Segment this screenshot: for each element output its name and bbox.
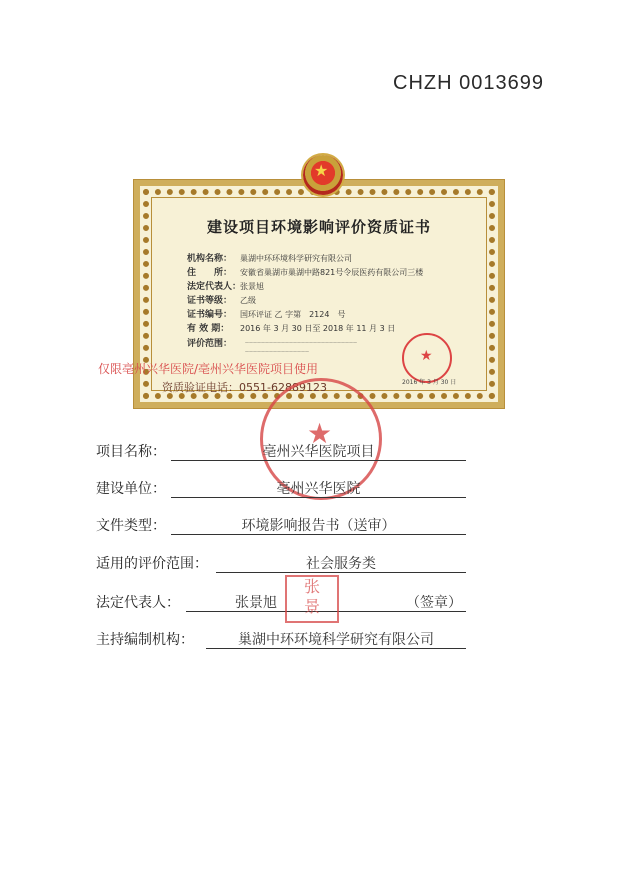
cert-value: 巢湖中环环境科学研究有限公司: [240, 254, 352, 263]
sign-note: （签章）: [406, 595, 462, 611]
cert-row-org: [187, 251, 352, 264]
form-value: 张景旭: [235, 595, 277, 611]
scope-fine-print: ————————————————————————————: [245, 340, 357, 345]
certificate-title: 建设项目环境影响评价资质证书: [206, 218, 431, 236]
cert-label: 机构名称：: [187, 254, 233, 264]
cert-row-validity: [187, 321, 395, 334]
cert-row-grade: [187, 293, 256, 306]
cert-value: 安徽省巢湖市巢湖中路821号令辰医药有限公司三楼: [240, 268, 424, 277]
form-row-project-name: [96, 441, 476, 463]
form-value: 巢湖中环环境科学研究有限公司: [238, 632, 434, 648]
form-label: 建设单位：: [96, 481, 166, 497]
form-row-builder: [96, 478, 476, 500]
national-emblem-icon: ★: [303, 155, 343, 195]
form-label: 法定代表人：: [96, 595, 180, 611]
cert-row-scope: [187, 336, 240, 349]
cert-label: 有 效 期：: [187, 324, 230, 334]
form-label: 适用的评价范围：: [96, 556, 208, 572]
scope-fine-print: ————————————————: [245, 349, 309, 354]
cert-label: 法定代表人：: [187, 282, 242, 292]
cert-label: 证书编号：: [187, 310, 233, 320]
cert-value: 张景旭: [240, 282, 264, 291]
cert-label: 证书等级：: [187, 296, 233, 306]
cert-row-address: [187, 265, 423, 278]
cert-value: 国环评证 乙 字第 2124 号: [240, 310, 346, 319]
cert-value: 2016 年 3 月 30 日至 2018 年 11 月 3 日: [240, 324, 396, 333]
verify-phone: 资质验证电话：0551-62889123: [162, 381, 327, 394]
issuing-seal-icon: ★: [402, 333, 452, 383]
form-label: 文件类型：: [96, 518, 166, 534]
cert-label: 住 所：: [187, 268, 233, 278]
cert-value: 乙级: [240, 296, 256, 305]
form-value: 亳州兴华医院: [276, 481, 361, 497]
serial-number: CHZH 0013699: [393, 72, 544, 94]
cert-row-number: [187, 307, 345, 320]
form-row-organization: [96, 629, 476, 651]
form-value: 环境影响报告书（送审）: [241, 518, 396, 534]
seal-date: 2016 年 3 月 30 日: [402, 379, 457, 386]
form-label: 项目名称：: [96, 444, 166, 460]
personal-stamp-icon: 张 景: [285, 575, 339, 623]
form-label: 主持编制机构：: [96, 632, 194, 648]
form-value: 社会服务类: [306, 556, 376, 572]
form-row-scope: [96, 553, 476, 575]
cert-label: 评价范围：: [187, 339, 233, 349]
organization-seal-icon: ★: [260, 378, 382, 500]
usage-restriction: 仅限亳州兴华医院/亳州兴华医院项目使用: [98, 362, 319, 376]
form-row-doc-type: [96, 515, 476, 537]
cert-row-rep: [187, 279, 264, 292]
form-value: 亳州兴华医院项目: [262, 444, 375, 460]
